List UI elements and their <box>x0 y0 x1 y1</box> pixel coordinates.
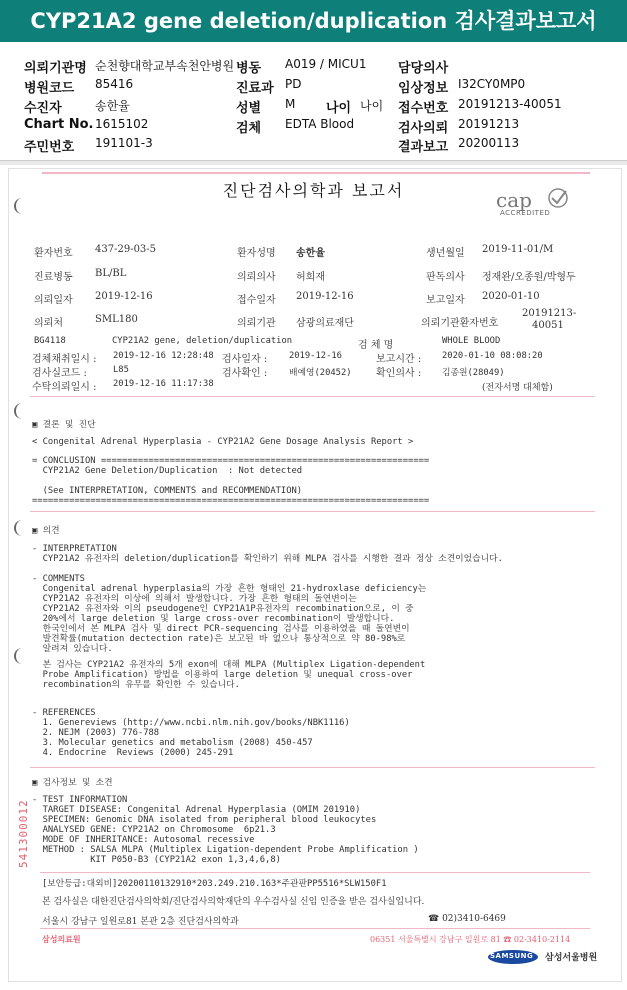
certification-text: 본 검사실은 대한진단검사의학회/진단검사의학재단의 우수검사실 신임 인증을 받은 검사실입니다. <box>42 897 425 907</box>
label-specimen-name: 검 체 명 <box>358 340 394 351</box>
footer-rule <box>40 928 590 929</box>
report-top-rule <box>42 172 590 174</box>
esign-note: (전자서명 대체함) <box>482 383 553 393</box>
interpretation-block: - INTERPRETATION CYP21A2 유전자의 deletion/duplication를 확인하기 위해 MLPA 검사를 시행한 결과 정상 소견이었습니다. <box>32 544 503 564</box>
label-collector: 수진자 <box>24 101 62 116</box>
value-rx-time: 2019-12-16 11:17:38 <box>113 379 214 389</box>
value-rep-time: 2020-01-10 08:08:20 <box>442 351 543 361</box>
value-confirm: 배예영(20452) <box>289 368 352 378</box>
label-rep-time: 보고시간 : <box>376 354 422 365</box>
comments-block: - COMMENTS Congenital adrenal hyperplasia의 가장 흔한 형태인 21-hydroxlase deficiency는 CYP21A2 유전자의 이상에 의해서 발생합니다. 가장 흔한 형태의 돌연변이는 CYP21A2 유전자와 이의 pseudogene인 CYP21A1P유전자의 recombination으로, 이 중 20%에서 large deletion 및 large cross-over recombination이 발생합니다. 한국인에서 본 MLPA 검사 및 direct PCR-sequencing 검사를 이용하였을 때 돌연변이 발견확률(mutation dectection rate)은 보고된 바 없으나 통상적으로 약 80-98%로 알려져 있습니다. <box>32 574 427 654</box>
label-requester: 의뢰기관명 <box>24 61 87 76</box>
cap-logo-text: cap <box>496 188 532 212</box>
label-specimen: 검체 <box>236 121 262 136</box>
test-code: BG4118 <box>34 336 66 346</box>
comments-block-2: 본 검사는 CYP21A2 유전자의 5개 exon에 대해 MLPA (Multiplex Ligation-dependent Probe Amplification) 방법을 이용하여 large deletion 및 unequal cross-over recombination의 유무를 확인한 수 있습니다. <box>42 660 426 690</box>
samsung-logo-text: SAMSUNG <box>490 952 534 960</box>
result-heading: < Congenital Adrenal Hyperplasia - CYP21A2 Gene Dosage Analysis Report > <box>32 437 414 447</box>
value-ward: A019 / MICU1 <box>285 57 367 71</box>
label-sex: 성별 <box>236 101 262 116</box>
references-block: - REFERENCES 1. Genereviews (http://www.ncbi.nlm.nih.gov/books/NBK1116) 2. NEJM (2003) 776-788 3. Molecular genetics and metabolism (2008) 450-457 4. Endocrine Reviews (2000) 245-291 <box>32 708 350 758</box>
section-rule <box>30 767 595 768</box>
value-ward2: BL/BL <box>95 268 127 279</box>
label-test-date: 검사일자 : <box>222 354 268 365</box>
value-patient-name: 송한율 <box>296 248 325 259</box>
value-recv-time: 2019-12-16 12:28:48 <box>113 351 214 361</box>
label-rrn: 주민번호 <box>24 140 75 155</box>
label-patient-name: 환자성명 <box>237 248 276 259</box>
footer-rule <box>40 872 590 873</box>
label-age: 나이 <box>326 101 352 116</box>
cap-accredited-text: ACCREDITED <box>500 209 551 217</box>
section-opinion-title: ▣ 의견 <box>32 526 60 536</box>
vertical-stamp <box>17 780 31 870</box>
value-chart: 1615102 <box>95 117 149 131</box>
vertical-stamp-text: 541300012 <box>17 799 30 868</box>
value-read-doc: 정재완/오종원/박형두 <box>482 272 576 283</box>
label-receipt: 접수번호 <box>398 101 449 116</box>
label-req-doc: 의뢰의사 <box>237 272 276 283</box>
label-dob: 생년월일 <box>426 248 465 259</box>
value-req-date: 20191213 <box>458 117 520 131</box>
binder-hole <box>14 648 28 664</box>
value-confirm-doc: 김종원(28049) <box>442 368 505 378</box>
binder-hole <box>14 403 28 419</box>
value-lab-code: L85 <box>113 365 129 375</box>
label-req-date: 검사의뢰 <box>398 121 449 136</box>
label-confirm-doc: 확인의사 : <box>376 368 422 379</box>
label-dept: 진료과 <box>236 81 274 96</box>
conclusion-block: = CONCLUSION ============================================================== CYP21A2 Gene Deletion/Duplication : Not detected (See INTERPRETATION, COMMENTS and RECOMMENDATION) <box>32 456 430 496</box>
value-requester: 순천향대학교부속천안병원 <box>95 59 235 73</box>
section-result-title: ▣ 결론 및 진단 <box>32 420 96 430</box>
scanned-report-title: 진단검사의학과 보고서 <box>222 181 405 200</box>
value-dob: 2019-11-01/M <box>482 244 554 255</box>
value-patient-no: 437-29-03-5 <box>95 244 157 255</box>
value-rec-date: 2019-12-16 <box>296 291 354 302</box>
value-receipt: 20191213-40051 <box>458 97 562 111</box>
value-req-doc: 허희재 <box>296 272 325 283</box>
value-report-date: 20200113 <box>458 136 520 150</box>
label-doctor: 담당의사 <box>398 61 449 76</box>
value-test-date: 2019-12-16 <box>289 351 342 361</box>
value-org-no-1: 20191213- <box>522 308 577 319</box>
label-hospital-code: 병원코드 <box>24 81 75 96</box>
label-chart: Chart No. <box>24 117 94 132</box>
label-recv-time: 검체채취일시 : <box>32 354 97 365</box>
value-org: 삼광의료재단 <box>296 318 354 329</box>
header-divider <box>0 160 627 165</box>
section-rule <box>30 511 595 512</box>
label-patient-no: 환자번호 <box>34 248 73 259</box>
report-title-bar <box>0 0 627 42</box>
lab-phone: ☎ 02)3410-6469 <box>428 914 506 924</box>
header-info <box>0 47 627 155</box>
cap-accredited-logo <box>494 188 576 218</box>
label-ward: 병동 <box>236 61 262 76</box>
value-rep-date: 2020-01-10 <box>482 291 540 302</box>
test-info-block: - TEST INFORMATION TARGET DISEASE: Congenital Adrenal Hyperplasia (OMIM 201910) SPECIMEN: Genomic DNA isolated from peripheral blood leukocytes ANALYSED GENE: CYP21A2 on Chromosome 6p21.3 MODE OF INHERITANCE: Autosomal recessive METHOD : SALSA MLPA (Multiplex Ligation-dependent Probe Amplification ) KIT P050-B3 (CYP21A2 exon 1,3,4,6,8) <box>32 795 419 865</box>
cap-check-icon <box>546 188 570 208</box>
label-lab-code: 검사실코드 : <box>32 368 87 379</box>
value-dept: PD <box>285 77 302 91</box>
value-age: 나이 <box>360 99 384 113</box>
report-title: CYP21A2 gene deletion/duplication 검사결과보고서 <box>30 9 597 33</box>
test-name: CYP21A2 gene, deletion/duplication <box>112 336 293 346</box>
equal-rule: =========================================================================== <box>32 496 430 506</box>
binder-hole <box>14 520 28 536</box>
label-rep-date: 보고일자 <box>426 295 465 306</box>
hospital-address: 06351 서울특별시 강남구 일원로 81 ☎ 02-3410-2114 <box>370 935 571 944</box>
binder-hole <box>14 198 28 214</box>
value-specimen-name: WHOLE BLOOD <box>442 336 501 346</box>
value-req-org: SML180 <box>95 314 138 325</box>
label-org: 의뢰기관 <box>237 318 276 329</box>
value-clinical: I32CY0MP0 <box>458 77 526 91</box>
value-org-no-2: 40051 <box>532 320 564 331</box>
label-org-no: 의뢰기관환자번호 <box>421 318 499 329</box>
lab-address: 서울시 강남구 일원로81 본관 2층 진단검사의학과 <box>42 917 239 927</box>
value-hospital-code: 85416 <box>95 77 134 91</box>
value-req-date2: 2019-12-16 <box>95 291 153 302</box>
section-info-title: ▣ 검사정보 및 소견 <box>32 778 113 788</box>
brand-left: 삼성의료원 <box>42 934 81 944</box>
value-specimen: EDTA Blood <box>285 117 355 131</box>
label-report-date: 결과보고 <box>398 140 449 155</box>
label-req-date2: 의뢰일자 <box>34 295 73 306</box>
section-rule <box>30 396 595 397</box>
label-req-org: 의뢰처 <box>34 318 63 329</box>
label-read-doc: 판독의사 <box>426 272 465 283</box>
label-rec-date: 접수일자 <box>237 295 276 306</box>
label-clinical: 임상정보 <box>398 81 449 96</box>
value-rrn: 191101-3 <box>95 136 153 150</box>
print-info: [보안등급:대외비]20200110132910*203.249.210.163*주관판PP5516*SLW150F1 <box>42 879 387 889</box>
label-ward2: 진료병동 <box>34 272 73 283</box>
value-collector: 송한율 <box>95 99 130 113</box>
hospital-name: 삼성서울병원 <box>545 953 598 963</box>
label-confirm: 검사확인 : <box>222 368 268 379</box>
value-sex: M <box>285 97 296 111</box>
label-rx-time: 수탁의뢰일시 : <box>32 382 97 393</box>
